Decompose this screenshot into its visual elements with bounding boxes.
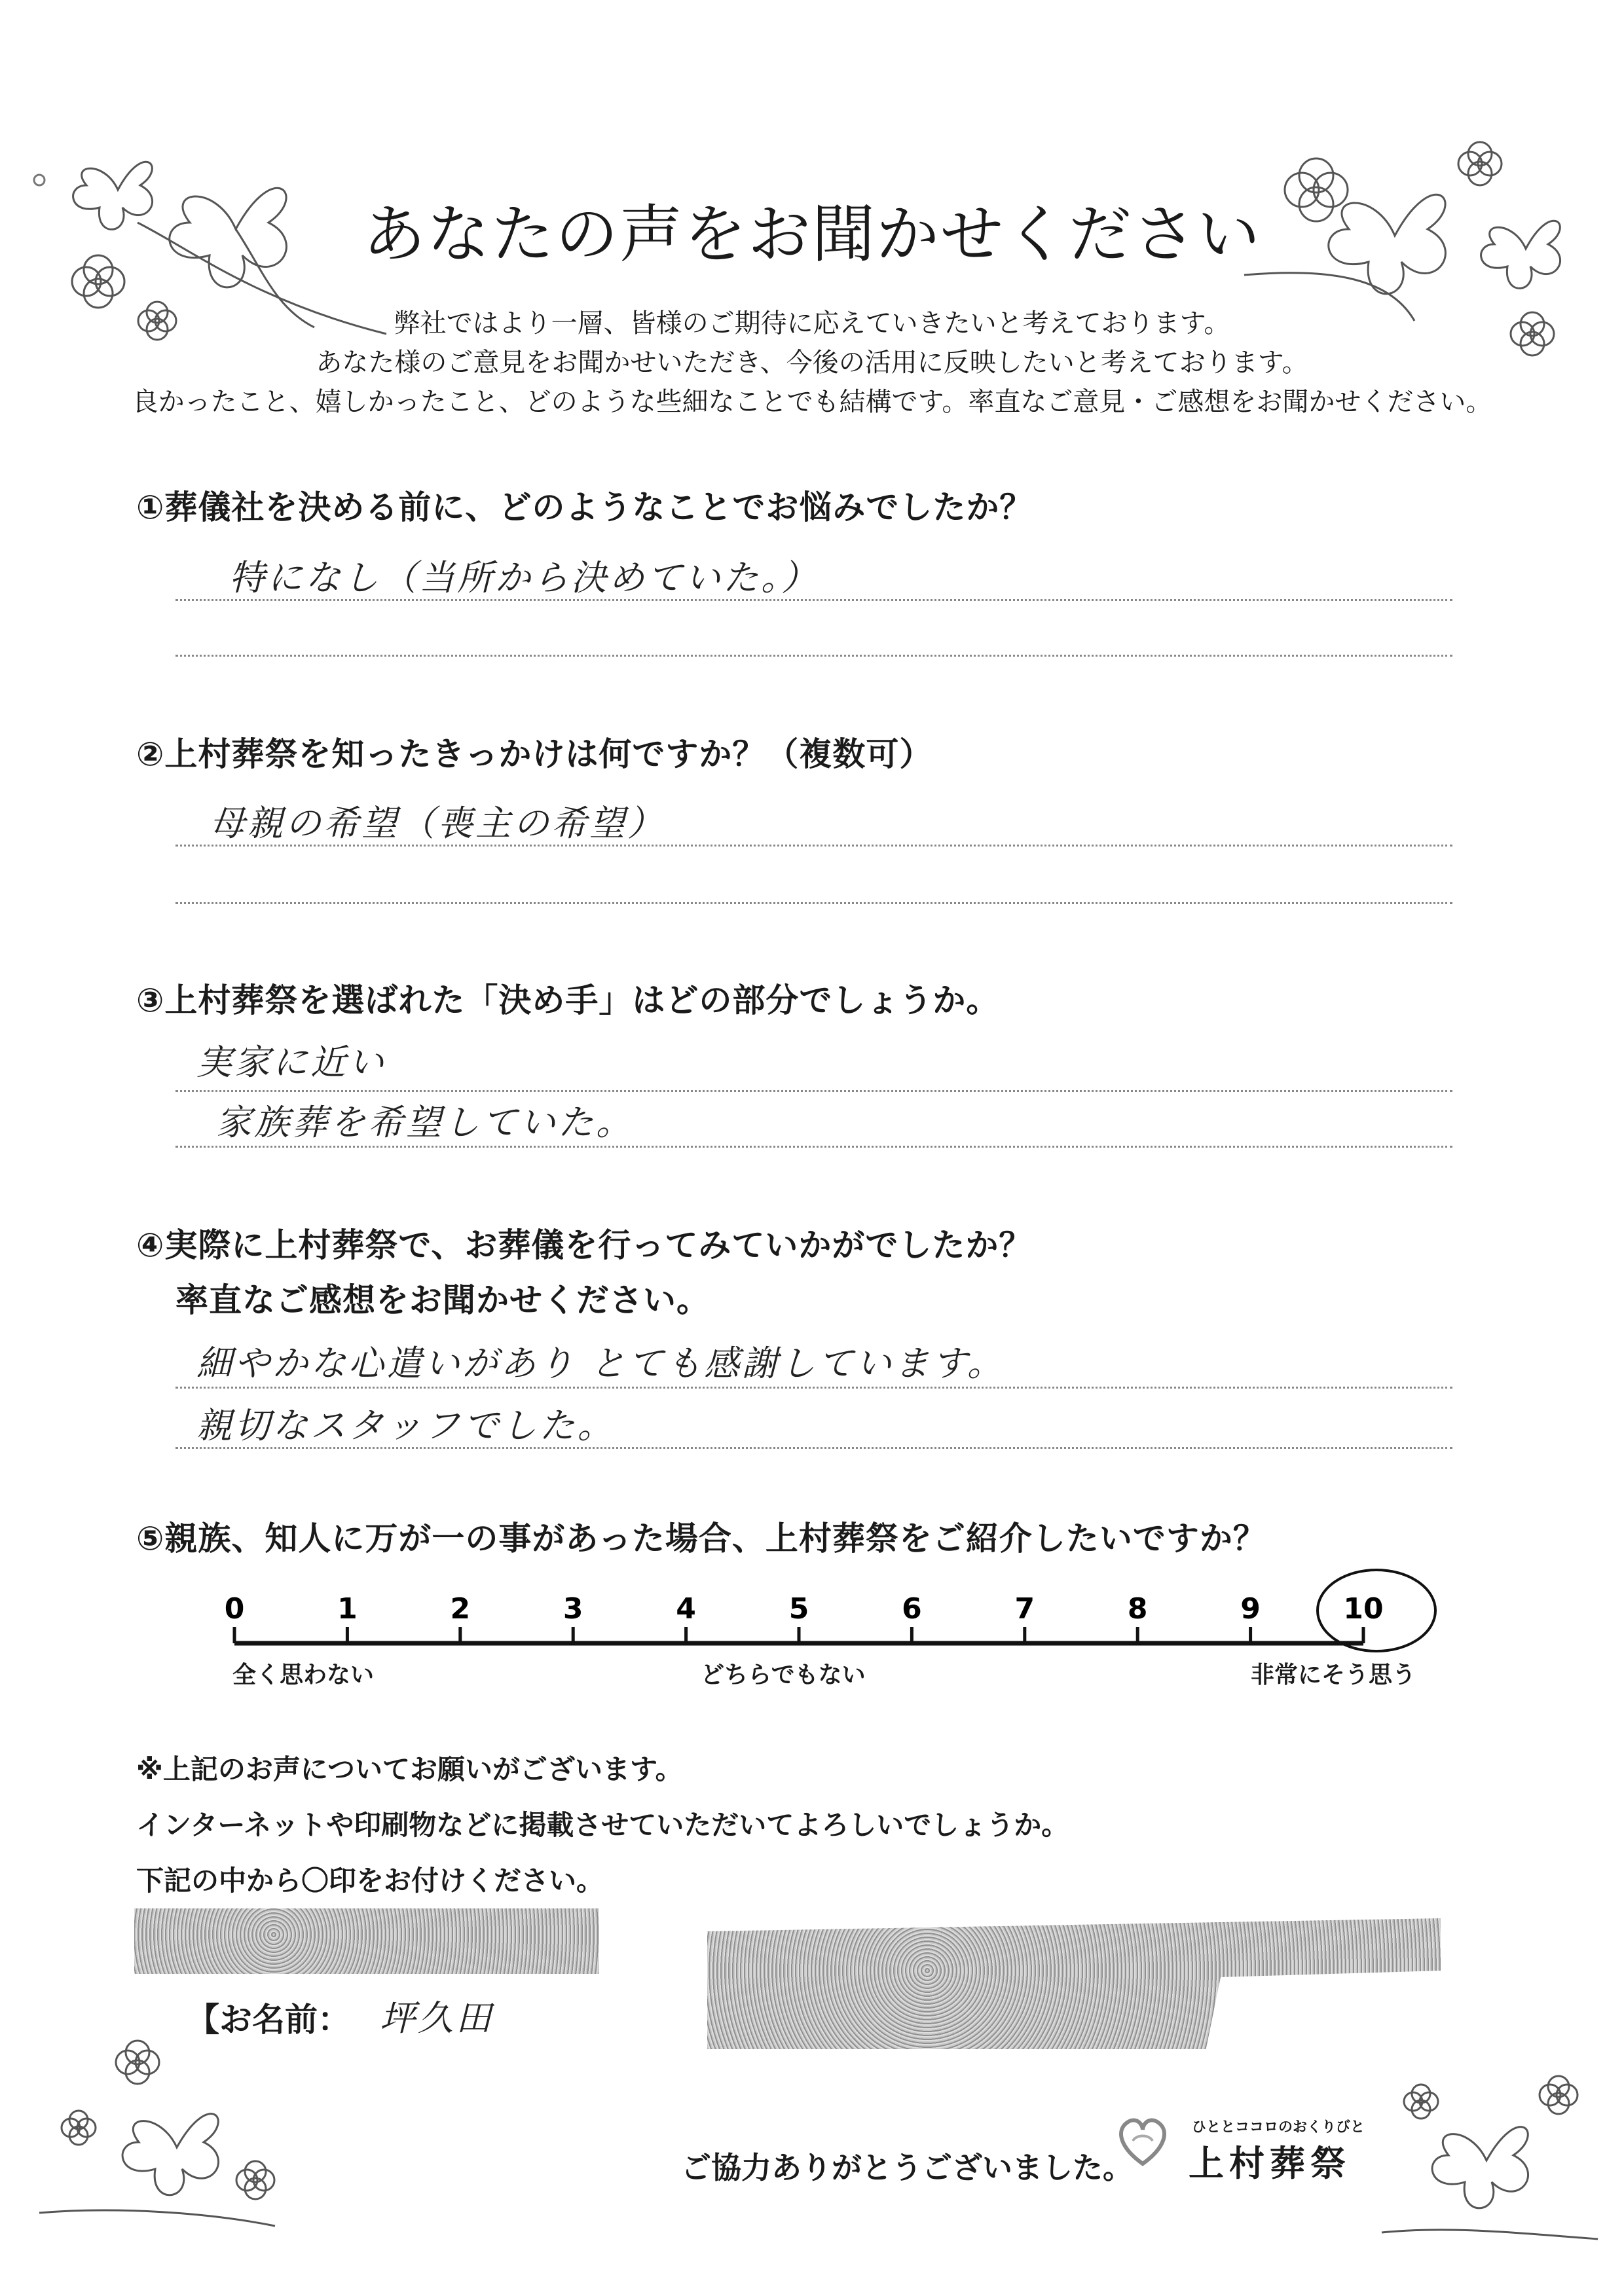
question-1-label: ①葬儀社を決める前に、どのようなことでお悩みでしたか？ (136, 488, 1033, 526)
logo-tagline: ひととココロのおくりびと (1192, 2119, 1365, 2136)
name-label: 【お名前： (187, 2001, 350, 2039)
answer-line (175, 845, 1452, 847)
question-3-answer-line-2[interactable]: 家族葬を希望していた。 (216, 1102, 634, 1143)
answer-line (175, 1146, 1452, 1148)
logo-name: 上村葬祭 (1189, 2143, 1351, 2184)
answer-line (175, 599, 1452, 601)
question-4-label: ④実際に上村葬祭で、お葬儀を行ってみていかがでしたか？ (136, 1226, 1033, 1264)
intro-line-1: 弊社ではより一層、皆様のご期待に応えていきたいと考えております。 (394, 308, 1230, 338)
question-1-answer[interactable]: 特になし（当所から決めていた。） (229, 557, 819, 598)
question-3-answer-line-1[interactable]: 実家に近い (196, 1042, 386, 1083)
question-2-answer[interactable]: 母親の希望（喪主の希望） (210, 803, 665, 844)
answer-line (175, 1090, 1452, 1092)
question-4-answer-line-2[interactable]: 親切なスタッフでした。 (196, 1405, 616, 1446)
scale-tick-label[interactable]: 0 (224, 1592, 245, 1626)
question-4-label-line-2: 率直なご感想をお聞かせください。 (175, 1281, 710, 1319)
consent-note-3: 下記の中から〇印をお付けください。 (136, 1865, 604, 1897)
heart-logo-icon (1113, 2111, 1172, 2170)
answer-line (175, 902, 1452, 904)
scale-label-mid: どちらでもない (701, 1662, 866, 1688)
scale-label-low: 全く思わない (232, 1662, 375, 1688)
question-3-label: ③上村葬祭を選ばれた「決め手」はどの部分でしょうか。 (136, 981, 1000, 1019)
clover-decoration-bottom-right (1382, 2043, 1611, 2259)
scale-tick-label[interactable]: 9 (1240, 1592, 1261, 1626)
answer-line (175, 1387, 1452, 1389)
scale-tick-label[interactable]: 2 (450, 1592, 471, 1626)
intro-line-2: あなた様のご意見をお聞かせいただき、今後の活用に反映したいと考えております。 (316, 348, 1308, 378)
question-5-label: ⑤親族、知人に万が一の事があった場合、上村葬祭をご紹介したいですか？ (136, 1520, 1266, 1558)
name-value[interactable]: 坪久田 (380, 1997, 494, 2039)
consent-note-2: インターネットや印刷物などに掲載させていただいてよろしいでしょうか。 (136, 1809, 1069, 1841)
question-2-label: ②上村葬祭を知ったきっかけは何ですか？（複数可） (136, 735, 933, 773)
thanks-text: ご協力ありがとうございました。 (681, 2150, 1133, 2185)
redacted-consent-options (134, 1908, 599, 1974)
scale-tick-label[interactable]: 4 (676, 1592, 696, 1626)
answer-line (175, 1447, 1452, 1449)
question-4-answer-line-1[interactable]: 細やかな心遣いがあり とても感謝しています。 (196, 1343, 1005, 1384)
answer-line (175, 655, 1452, 657)
scale-tick-label[interactable]: 3 (563, 1592, 583, 1626)
scale-tick-label[interactable]: 6 (902, 1592, 922, 1626)
scale-label-high: 非常にそう思う (1251, 1662, 1416, 1688)
intro-line-3: 良かったこと、嬉しかったこと、どのような些細なことでも結構です。率直なご意見・ご感想をお聞かせください。 (132, 387, 1492, 417)
redacted-address-area (707, 1918, 1441, 2049)
scale-tick-label[interactable]: 8 (1127, 1592, 1148, 1626)
scale-tick-label[interactable]: 7 (1014, 1592, 1035, 1626)
scale-tick-label[interactable]: 10 (1343, 1592, 1384, 1626)
consent-note-1: ※上記のお声についてお願いがございます。 (136, 1753, 683, 1785)
page-title: あなたの声をお聞かせください (363, 198, 1261, 271)
clover-decoration-bottom-left (39, 2016, 314, 2252)
recommendation-scale (196, 1578, 1441, 1722)
scale-tick-label[interactable]: 1 (337, 1592, 358, 1626)
scale-tick-label[interactable]: 5 (788, 1592, 809, 1626)
